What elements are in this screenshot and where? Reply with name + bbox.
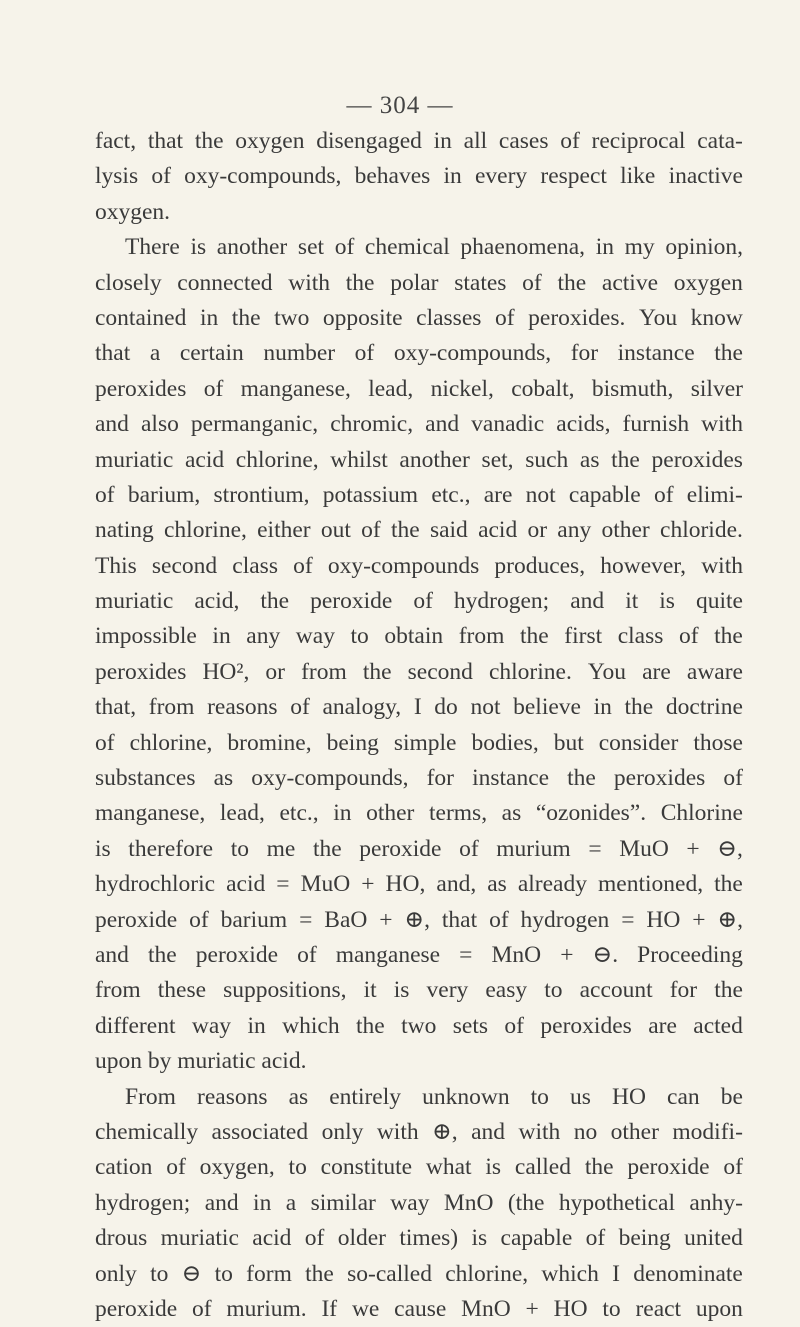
text-line: There is another set of chemical phaenomena, in my opinion, [125, 234, 743, 261]
text-line: cation of oxygen, to constitute what is called the peroxide of [95, 1154, 743, 1181]
text-line: of barium, strontium, potassium etc., are not capable of elimi- [95, 481, 743, 508]
text-line: lysis of oxy-compounds, behaves in every respect like inactive [95, 163, 743, 190]
text-line: chemically associated only with ⊕, and with no other modifi- [95, 1118, 743, 1145]
text-line: from these suppositions, it is very easy to account for the [95, 977, 743, 1004]
text-line: manganese, lead, etc., in other terms, as “ozonides”. Chlorine [95, 800, 743, 827]
text-line: only to ⊖ to form the so-called chlorine, which I denominate [95, 1260, 743, 1287]
text-line: substances as oxy-compounds, for instance the peroxides of [95, 765, 743, 792]
text-line: drous muriatic acid of older times) is capable of being united [95, 1225, 743, 1252]
text-line: muriatic acid, the peroxide of hydrogen; and it is quite [95, 588, 743, 615]
text-line: muriatic acid chlorine, whilst another set, such as the peroxides [95, 446, 743, 473]
text-line: From reasons as entirely unknown to us HO can be [125, 1083, 743, 1110]
text-line: peroxides HO², or from the second chlorine. You are aware [95, 658, 743, 685]
text-line: fact, that the oxygen disengaged in all cases of reciprocal cata- [95, 128, 743, 154]
text-line: upon by muriatic acid. [95, 1048, 307, 1075]
text-line: impossible in any way to obtain from the first class of the [95, 623, 743, 650]
text-line: closely connected with the polar states of the active oxygen [95, 269, 743, 296]
text-line: This second class of oxy-compounds produces, however, with [95, 552, 743, 579]
text-line: and also permanganic, chromic, and vanadic acids, furnish with [95, 411, 743, 438]
page-number: — 304 — [346, 92, 454, 119]
text-line: peroxide of barium = BaO + ⊕, that of hydrogen = HO + ⊕, [95, 906, 743, 933]
text-line: and the peroxide of manganese = MnO + ⊖. Proceeding [95, 941, 743, 968]
text-line: hydrochloric acid = MuO + HO, and, as already mentioned, the [95, 871, 743, 898]
text-line: is therefore to me the peroxide of murium = MuO + ⊖, [95, 835, 743, 862]
text-line: peroxides of manganese, lead, nickel, cobalt, bismuth, silver [95, 375, 743, 402]
text-line: that a certain number of oxy-compounds, for instance the [95, 340, 743, 367]
text-line: different way in which the two sets of peroxides are acted [95, 1012, 743, 1039]
text-line: peroxide of murium. If we cause MnO + HO to react upon [95, 1295, 743, 1322]
text-line: contained in the two opposite classes of peroxides. You know [95, 304, 743, 331]
text-line: nating chlorine, either out of the said acid or any other chloride. [95, 517, 743, 544]
text-line: hydrogen; and in a similar way MnO (the hypothetical anhy- [95, 1189, 743, 1216]
text-line: of chlorine, bromine, being simple bodies, but consider those [95, 729, 743, 756]
text-line: oxygen. [95, 198, 171, 225]
text-line: that, from reasons of analogy, I do not believe in the doctrine [95, 694, 743, 721]
body-text [95, 124, 743, 1327]
